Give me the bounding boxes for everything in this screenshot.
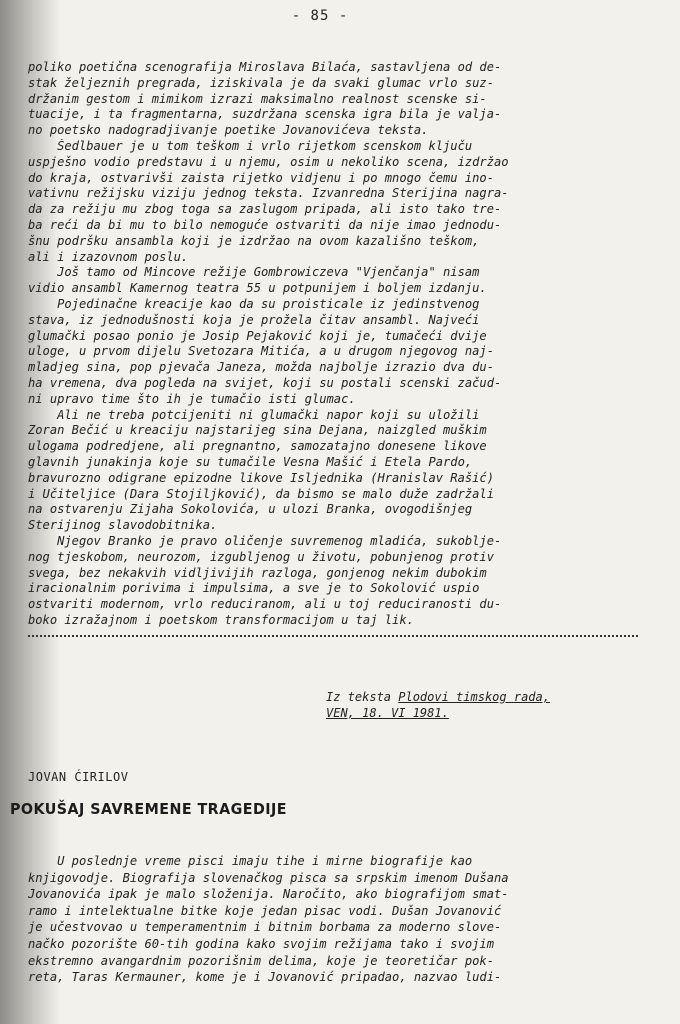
text-line: ramo i intelektualne bitke koje jedan pisac vodi. Dušan Jovanović [28, 903, 502, 918]
text-line: načko pozorište 60-tih godina kako svojim režijama tako i svojim [28, 936, 494, 951]
article-author: JOVAN ĆIRILOV [28, 770, 129, 784]
text-line: je učestvovao u temperamentnim i bitnim borbama za moderno slove- [28, 920, 502, 935]
text-line: iracionalnim porivima i impulsima, a sve je to Sokolović uspio [28, 581, 480, 596]
text-line: no poetsko nadogradjivanje poetike Jovanovićeva teksta. [28, 123, 429, 138]
text-line: poliko poetična scenografija Miroslava Bilaća, sastavljena od de- [28, 60, 502, 74]
text-line: U poslednje vreme pisci imaju tihe i mirne biografije kao [28, 854, 473, 868]
text-line: ekstremno avangardnim pozorišnim delima, koje je teoretičar pok- [28, 953, 494, 968]
text-line: držanim gestom i mimikom izrazi maksimalno realnost scenske si- [28, 91, 487, 106]
text-line: Sterijinog slavodobitnika. [28, 518, 218, 533]
citation-prefix: Iz teksta [326, 690, 399, 704]
text-line: tuacije, i ta fragmentarna, suzdržana scenska igra bila je valja- [28, 107, 502, 122]
text-line: Jovanovića ipak je malo složenija. Naročito, ako biografijom smat- [28, 887, 509, 902]
text-line: Šedlbauer je u tom teškom i vrlo rijetkom scenskom ključu [28, 138, 473, 153]
text-line: ostvariti modernom, vrlo reduciranom, ali u toj reduciranosti du- [28, 597, 502, 612]
text-line: svega, bez nekakvih vidljivijih razloga, gonjenog nekim dubokim [28, 565, 487, 580]
article-title: POKUŠAJ SAVREMENE TRAGEDIJE [10, 800, 288, 818]
text-line: i Učiteljice (Dara Stojiljković), da bismo se malo duže zadržali [28, 486, 494, 501]
text-line: vidio ansambl Kamernog teatra 55 u potpunijem i boljem izdanju. [28, 281, 487, 296]
text-line: Ali ne treba potcijeniti ni glumački napor koji su uložili [28, 407, 480, 422]
text-line: Pojedinačne kreacije kao da su proisticale iz jedinstvenog [28, 296, 480, 311]
text-line: ulogama podredjene, ali pregnantno, samozatajno donesene likove [28, 439, 487, 454]
text-line: uloge, u prvom dijelu Svetozara Mitića, a u drugom njegovog naj- [28, 344, 494, 359]
text-line: glumački posao ponio je Josip Pejaković koji je, tumačeći dvije [28, 328, 487, 343]
text-line: na ostvarenju Zijaha Sokolovića, u ulozi Branka, ovogodišnjeg [28, 502, 473, 517]
text-line: nog tjeskobom, neurozom, izgubljenog u životu, pobunjenog protiv [28, 549, 494, 564]
text-line: ali i izazovnom poslu. [28, 249, 189, 264]
article-text-block [28, 853, 643, 986]
text-line: mladjeg sina, pop pjevača Janeza, možda najbolje izrazio dva du- [28, 360, 494, 375]
text-line: ba reći da bi mu to bilo nemoguće ostvariti da nije imao jednodu- [28, 217, 502, 232]
text-line: bravurozno odigrane epizodne likove Isljednika (Hranislav Rašić) [28, 470, 494, 485]
text-line: Njegov Branko je pravo oličenje suvremenog mladića, sukoblje- [28, 533, 502, 548]
text-line: Još tamo od Mincove režije Gombrowiczeva "Vjenčanja" nisam [28, 265, 480, 280]
text-line: reta, Taras Kermauner, kome je i Jovanović pripadao, nazvao ludi- [28, 970, 502, 985]
text-line: vativnu režijsku viziju jednog teksta. Izvanredna Sterijina nagra- [28, 186, 509, 201]
text-line: do kraja, ostvarivši zaista rijetko vidjenu i po mnogo čemu ino- [28, 170, 494, 185]
dotted-separator [28, 633, 638, 637]
text-line: boko izražajnom i poetskom transformacijom u taj lik. [28, 612, 414, 627]
source-citation [326, 690, 550, 722]
text-line: šnu podršku ansambla koji je izdržao na ovom kazališno teškom, [28, 233, 480, 248]
text-line: ni upravo time što ih je tumačio isti glumac. [28, 391, 356, 406]
text-line: ha vremena, dva pogleda na svijet, koji su postali scenski začud- [28, 375, 502, 390]
text-line: knjigovodje. Biografija slovenačkog pisca sa srpskim imenom Dušana [28, 870, 509, 885]
review-text-block [28, 60, 643, 637]
citation-date: VEN, 18. VI 1981. [326, 705, 449, 720]
text-line: stava, iz jednodušnosti koja je prožela čitav ansambl. Najveći [28, 312, 480, 327]
text-line: glavnih junakinja koje su tumačile Vesna Mašić i Etela Pardo, [28, 454, 473, 469]
text-line: Zoran Bečić u kreaciju najstarijeg sina Dejana, naizgled muškim [28, 423, 487, 438]
text-line: da za režiju mu zbog toga sa zaslugom pripada, ali isto tako tre- [28, 202, 502, 217]
text-line: stak željeznih pregrada, iziskivala je da svaki glumac vrlo suz- [28, 75, 494, 90]
page-number: - 85 - [291, 8, 349, 24]
citation-line [326, 690, 550, 706]
text-line: uspješno vodio predstavu i u njemu, osim u nekoliko scena, izdržao [28, 154, 509, 169]
citation-title: Plodovi timskog rada, [398, 690, 550, 704]
